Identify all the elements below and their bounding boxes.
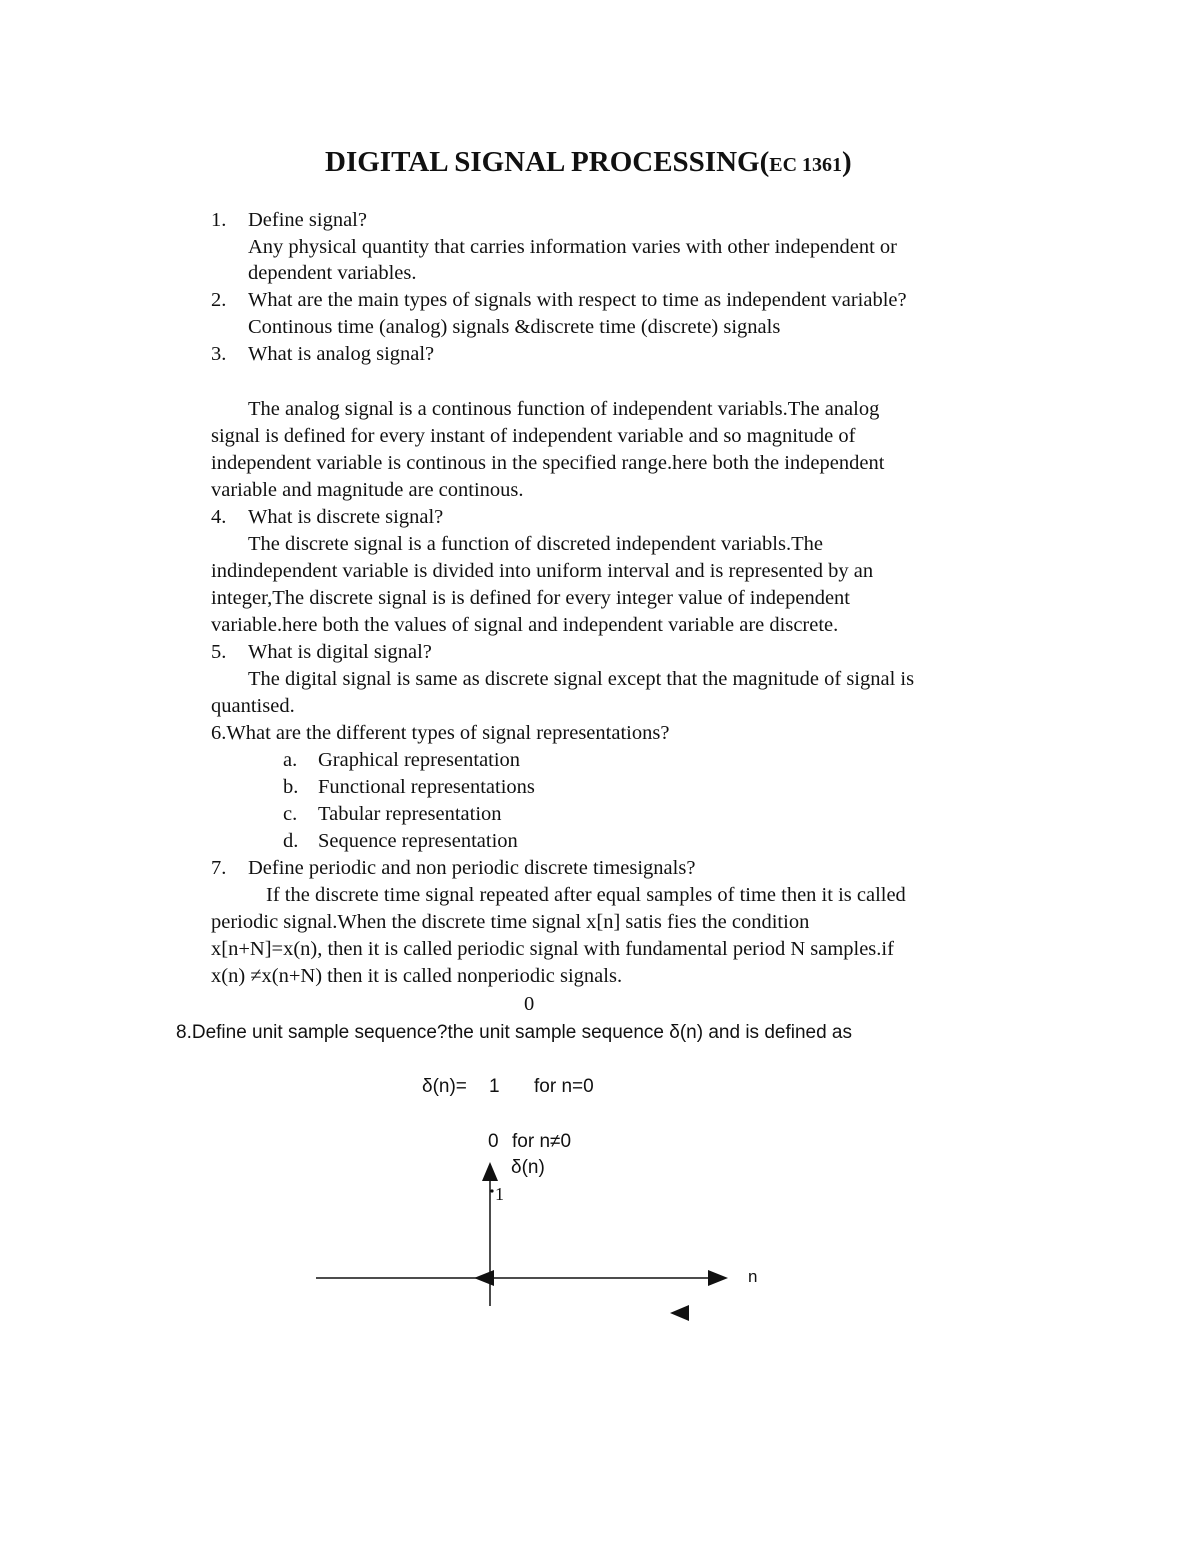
q1-question: Define signal? bbox=[248, 209, 367, 231]
q7-stray-zero: 0 bbox=[524, 993, 535, 1015]
q6-item-letter: d. bbox=[283, 830, 299, 852]
q5-answer-line: quantised. bbox=[211, 695, 295, 717]
q3-answer-line: signal is defined for every instant of independent variable and so magnitude of bbox=[211, 425, 856, 447]
q4-answer-line: The discrete signal is a function of discreted independent variabls.The bbox=[248, 533, 823, 555]
q1-answer-line: dependent variables. bbox=[248, 262, 417, 284]
q8-def-value-one: 1 bbox=[489, 1076, 500, 1097]
q6-item-letter: b. bbox=[283, 776, 299, 798]
title-close-paren: ) bbox=[842, 146, 852, 178]
q5-question: What is digital signal? bbox=[248, 641, 432, 663]
q2-answer: Continous time (analog) signals &discrete time (discrete) signals bbox=[248, 316, 781, 338]
q4-question: What is discrete signal? bbox=[248, 506, 444, 528]
q5-answer-line: The digital signal is same as discrete signal except that the magnitude of signal is bbox=[248, 668, 915, 690]
q4-number: 4. bbox=[211, 506, 227, 528]
q8-question: 8.Define unit sample sequence?the unit sample sequence δ(n) and is defined as bbox=[176, 1022, 853, 1043]
q7-answer-line: If the discrete time signal repeated after equal samples of time then it is called bbox=[266, 884, 906, 906]
q7-answer-line: x[n+N]=x(n), then it is called periodic signal with fundamental period N samples.if bbox=[211, 938, 894, 960]
stray-arrowhead bbox=[670, 1305, 689, 1321]
title-text: DIGITAL SIGNAL PROCESSING( bbox=[325, 146, 770, 178]
q6-item-text: Sequence representation bbox=[318, 830, 518, 852]
figure-tick-label: 1 bbox=[495, 1184, 504, 1204]
q4-answer-line: indindependent variable is divided into uniform interval and is represented by an bbox=[211, 560, 874, 582]
q1-number: 1. bbox=[211, 209, 227, 231]
q8-def-condition-zero: for n≠0 bbox=[512, 1131, 572, 1152]
x-axis-arrowhead bbox=[708, 1270, 728, 1286]
q7-answer-line: x(n) ≠x(n+N) then it is called nonperiodic signals. bbox=[211, 965, 623, 987]
q1-answer-line: Any physical quantity that carries information varies with other independent or bbox=[248, 236, 897, 258]
q8-def-lhs: δ(n)= bbox=[422, 1076, 467, 1097]
figure-x-axis-label: n bbox=[748, 1267, 758, 1286]
q4-answer-line: integer,The discrete signal is is defined for every integer value of independent bbox=[211, 587, 850, 609]
q8-def-value-zero: 0 bbox=[488, 1131, 499, 1152]
q6-item-text: Functional representations bbox=[318, 776, 535, 798]
y-axis-arrowhead bbox=[482, 1162, 498, 1181]
q3-question: What is analog signal? bbox=[248, 343, 435, 365]
origin-arrowhead bbox=[474, 1270, 494, 1286]
title-course-code: EC 1361 bbox=[769, 154, 843, 176]
q3-number: 3. bbox=[211, 343, 227, 365]
q2-question: What are the main types of signals with respect to time as independent variable? bbox=[248, 289, 907, 311]
q7-question: Define periodic and non periodic discrete timesignals? bbox=[248, 857, 696, 879]
q7-number: 7. bbox=[211, 857, 227, 879]
q4-answer-line: variable.here both the values of signal and independent variable are discrete. bbox=[211, 614, 839, 636]
q6-item-letter: a. bbox=[283, 749, 298, 771]
q6-question: 6.What are the different types of signal representations? bbox=[211, 722, 670, 744]
q5-number: 5. bbox=[211, 641, 227, 663]
q3-answer-line: The analog signal is a continous function of independent variabls.The analog bbox=[248, 398, 880, 420]
q8-def-condition-one: for n=0 bbox=[534, 1076, 594, 1097]
figure-y-axis-label: δ(n) bbox=[511, 1157, 545, 1178]
q6-item-text: Tabular representation bbox=[318, 803, 502, 825]
sample-dot bbox=[490, 1189, 493, 1192]
q2-number: 2. bbox=[211, 289, 227, 311]
q3-answer-line: variable and magnitude are continous. bbox=[211, 479, 524, 501]
q6-item-text: Graphical representation bbox=[318, 749, 521, 771]
q3-answer-line: independent variable is continous in the specified range.here both the independent bbox=[211, 452, 885, 474]
q6-item-letter: c. bbox=[283, 803, 298, 825]
q7-answer-line: periodic signal.When the discrete time signal x[n] satis fies the condition bbox=[211, 911, 810, 933]
